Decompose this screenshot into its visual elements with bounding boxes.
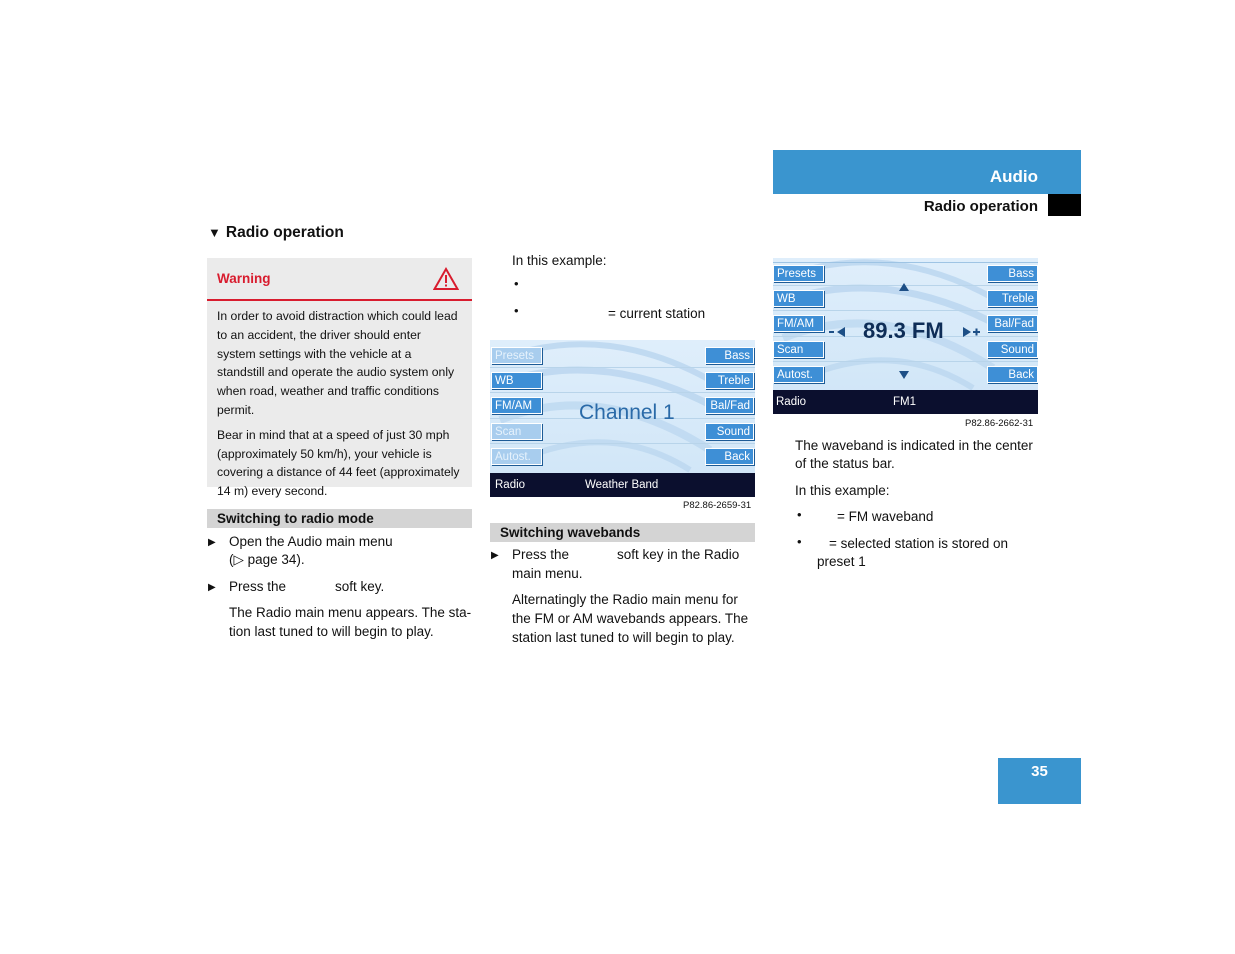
- radio-display-weather-band: [490, 340, 755, 497]
- result-text: tion last tuned to will begin to play.: [229, 624, 434, 639]
- softkey-bass[interactable]: Bass: [987, 265, 1038, 282]
- step-page-ref: (▷ page 34).: [229, 552, 305, 567]
- subhead-switching-radio: Switching to radio mode: [207, 509, 472, 528]
- radio-display-fm: [773, 258, 1038, 414]
- step-arrow-icon: ▶: [208, 582, 216, 593]
- step-soft-key-radio: soft key in the Radio: [617, 547, 740, 562]
- tune-up-icon[interactable]: [898, 282, 910, 292]
- triangle-down-icon: ▼: [208, 225, 221, 240]
- bullet-dot: •: [514, 303, 519, 318]
- warning-box: [207, 258, 472, 499]
- softkey-bal-fad[interactable]: Bal/Fad: [705, 397, 754, 414]
- result-text: station last tuned to will begin to play.: [512, 630, 735, 645]
- bullet-dot: •: [797, 507, 802, 522]
- bullet-preset: = selected station is stored on: [829, 536, 1008, 551]
- status-bar: [490, 473, 755, 497]
- softkey-back[interactable]: Back: [705, 448, 754, 465]
- status-source: Radio: [495, 479, 526, 491]
- frequency-display: 89.3 FM: [863, 318, 944, 343]
- warning-label: Warning: [217, 271, 271, 286]
- figure-id: P82.86-2662-31: [965, 418, 1034, 429]
- bullet-fm-waveband: = FM waveband: [837, 509, 934, 524]
- section-title: [208, 224, 344, 242]
- softkey-presets[interactable]: Presets: [491, 347, 542, 364]
- warning-body: [207, 301, 472, 501]
- softkey-presets[interactable]: Presets: [773, 265, 824, 282]
- bullet-dot: •: [514, 276, 519, 291]
- softkey-scan[interactable]: Scan: [773, 341, 824, 358]
- softkey-treble[interactable]: Treble: [705, 372, 754, 389]
- paragraph-text: The waveband is indicated in the center: [795, 438, 1033, 453]
- section-header: Radio operation: [923, 198, 1038, 215]
- step-arrow-icon: ▶: [491, 550, 499, 561]
- step-press-the: Press the: [229, 579, 287, 594]
- result-text: the FM or AM wavebands appears. The: [512, 611, 749, 626]
- warning-paragraph: In order to avoid distraction which could lead to an accident, the driver should enter system settings with the vehicle at a standstill and operate the audio system only when road, weather and traffic conditions permit.: [217, 309, 458, 417]
- softkey-treble[interactable]: Treble: [987, 290, 1038, 307]
- softkey-sound[interactable]: Sound: [705, 423, 754, 440]
- softkey-autost[interactable]: Autost.: [491, 448, 542, 465]
- softkey-fm-am[interactable]: FM/AM: [491, 397, 542, 414]
- bullet-preset: preset 1: [817, 554, 866, 569]
- bullet-dot: •: [797, 534, 802, 549]
- step-press-the: Press the: [512, 547, 570, 562]
- example-intro: In this example:: [795, 483, 890, 498]
- chapter-title: Audio: [989, 167, 1038, 186]
- bullet-current-station: = current station: [608, 306, 706, 321]
- chapter-tab: [773, 150, 1081, 194]
- step-soft-key: soft key.: [335, 579, 385, 594]
- subhead-switching-wavebands: Switching wavebands: [490, 523, 755, 542]
- status-band: Weather Band: [585, 479, 659, 491]
- softkey-bass[interactable]: Bass: [705, 347, 754, 364]
- status-band: FM1: [893, 396, 916, 408]
- step-arrow-icon: ▶: [208, 537, 216, 548]
- page-number: 35: [998, 758, 1081, 804]
- status-bar: [773, 390, 1038, 414]
- result-text: The Radio main menu appears. The sta-: [229, 605, 472, 620]
- softkey-back[interactable]: Back: [987, 366, 1038, 383]
- step-open-audio: Open the Audio main menu: [229, 534, 393, 549]
- section-title-text: Radio operation: [225, 224, 344, 241]
- softkey-scan[interactable]: Scan: [491, 423, 542, 440]
- softkey-sound[interactable]: Sound: [987, 341, 1038, 358]
- tune-down-icon[interactable]: [898, 370, 910, 380]
- warning-paragraph: Bear in mind that at a speed of just 30 mph (approximately 50 km/h), your vehicle is covering a distance of 44 feet (approximately 14 m) every second.: [217, 427, 460, 499]
- status-source: Radio: [776, 396, 807, 408]
- softkey-bal-fad[interactable]: Bal/Fad: [987, 315, 1038, 332]
- seek-back-icon[interactable]: [828, 326, 848, 338]
- seek-forward-icon[interactable]: [960, 326, 982, 338]
- result-text: Alternatingly the Radio main menu for: [512, 592, 738, 607]
- softkey-autost[interactable]: Autost.: [773, 366, 824, 383]
- step-main-menu: main menu.: [512, 566, 583, 581]
- figure-id: P82.86-2659-31: [683, 500, 752, 511]
- softkey-wb[interactable]: WB: [491, 372, 542, 389]
- warning-header: [207, 258, 472, 301]
- paragraph-text: of the status bar.: [795, 456, 895, 471]
- example-intro: In this example:: [512, 253, 607, 268]
- softkey-wb[interactable]: WB: [773, 290, 824, 307]
- softkey-fm-am[interactable]: FM/AM: [773, 315, 824, 332]
- header-marker: [1048, 194, 1081, 216]
- warning-triangle-icon: [433, 267, 459, 291]
- channel-display: Channel 1: [579, 401, 675, 424]
